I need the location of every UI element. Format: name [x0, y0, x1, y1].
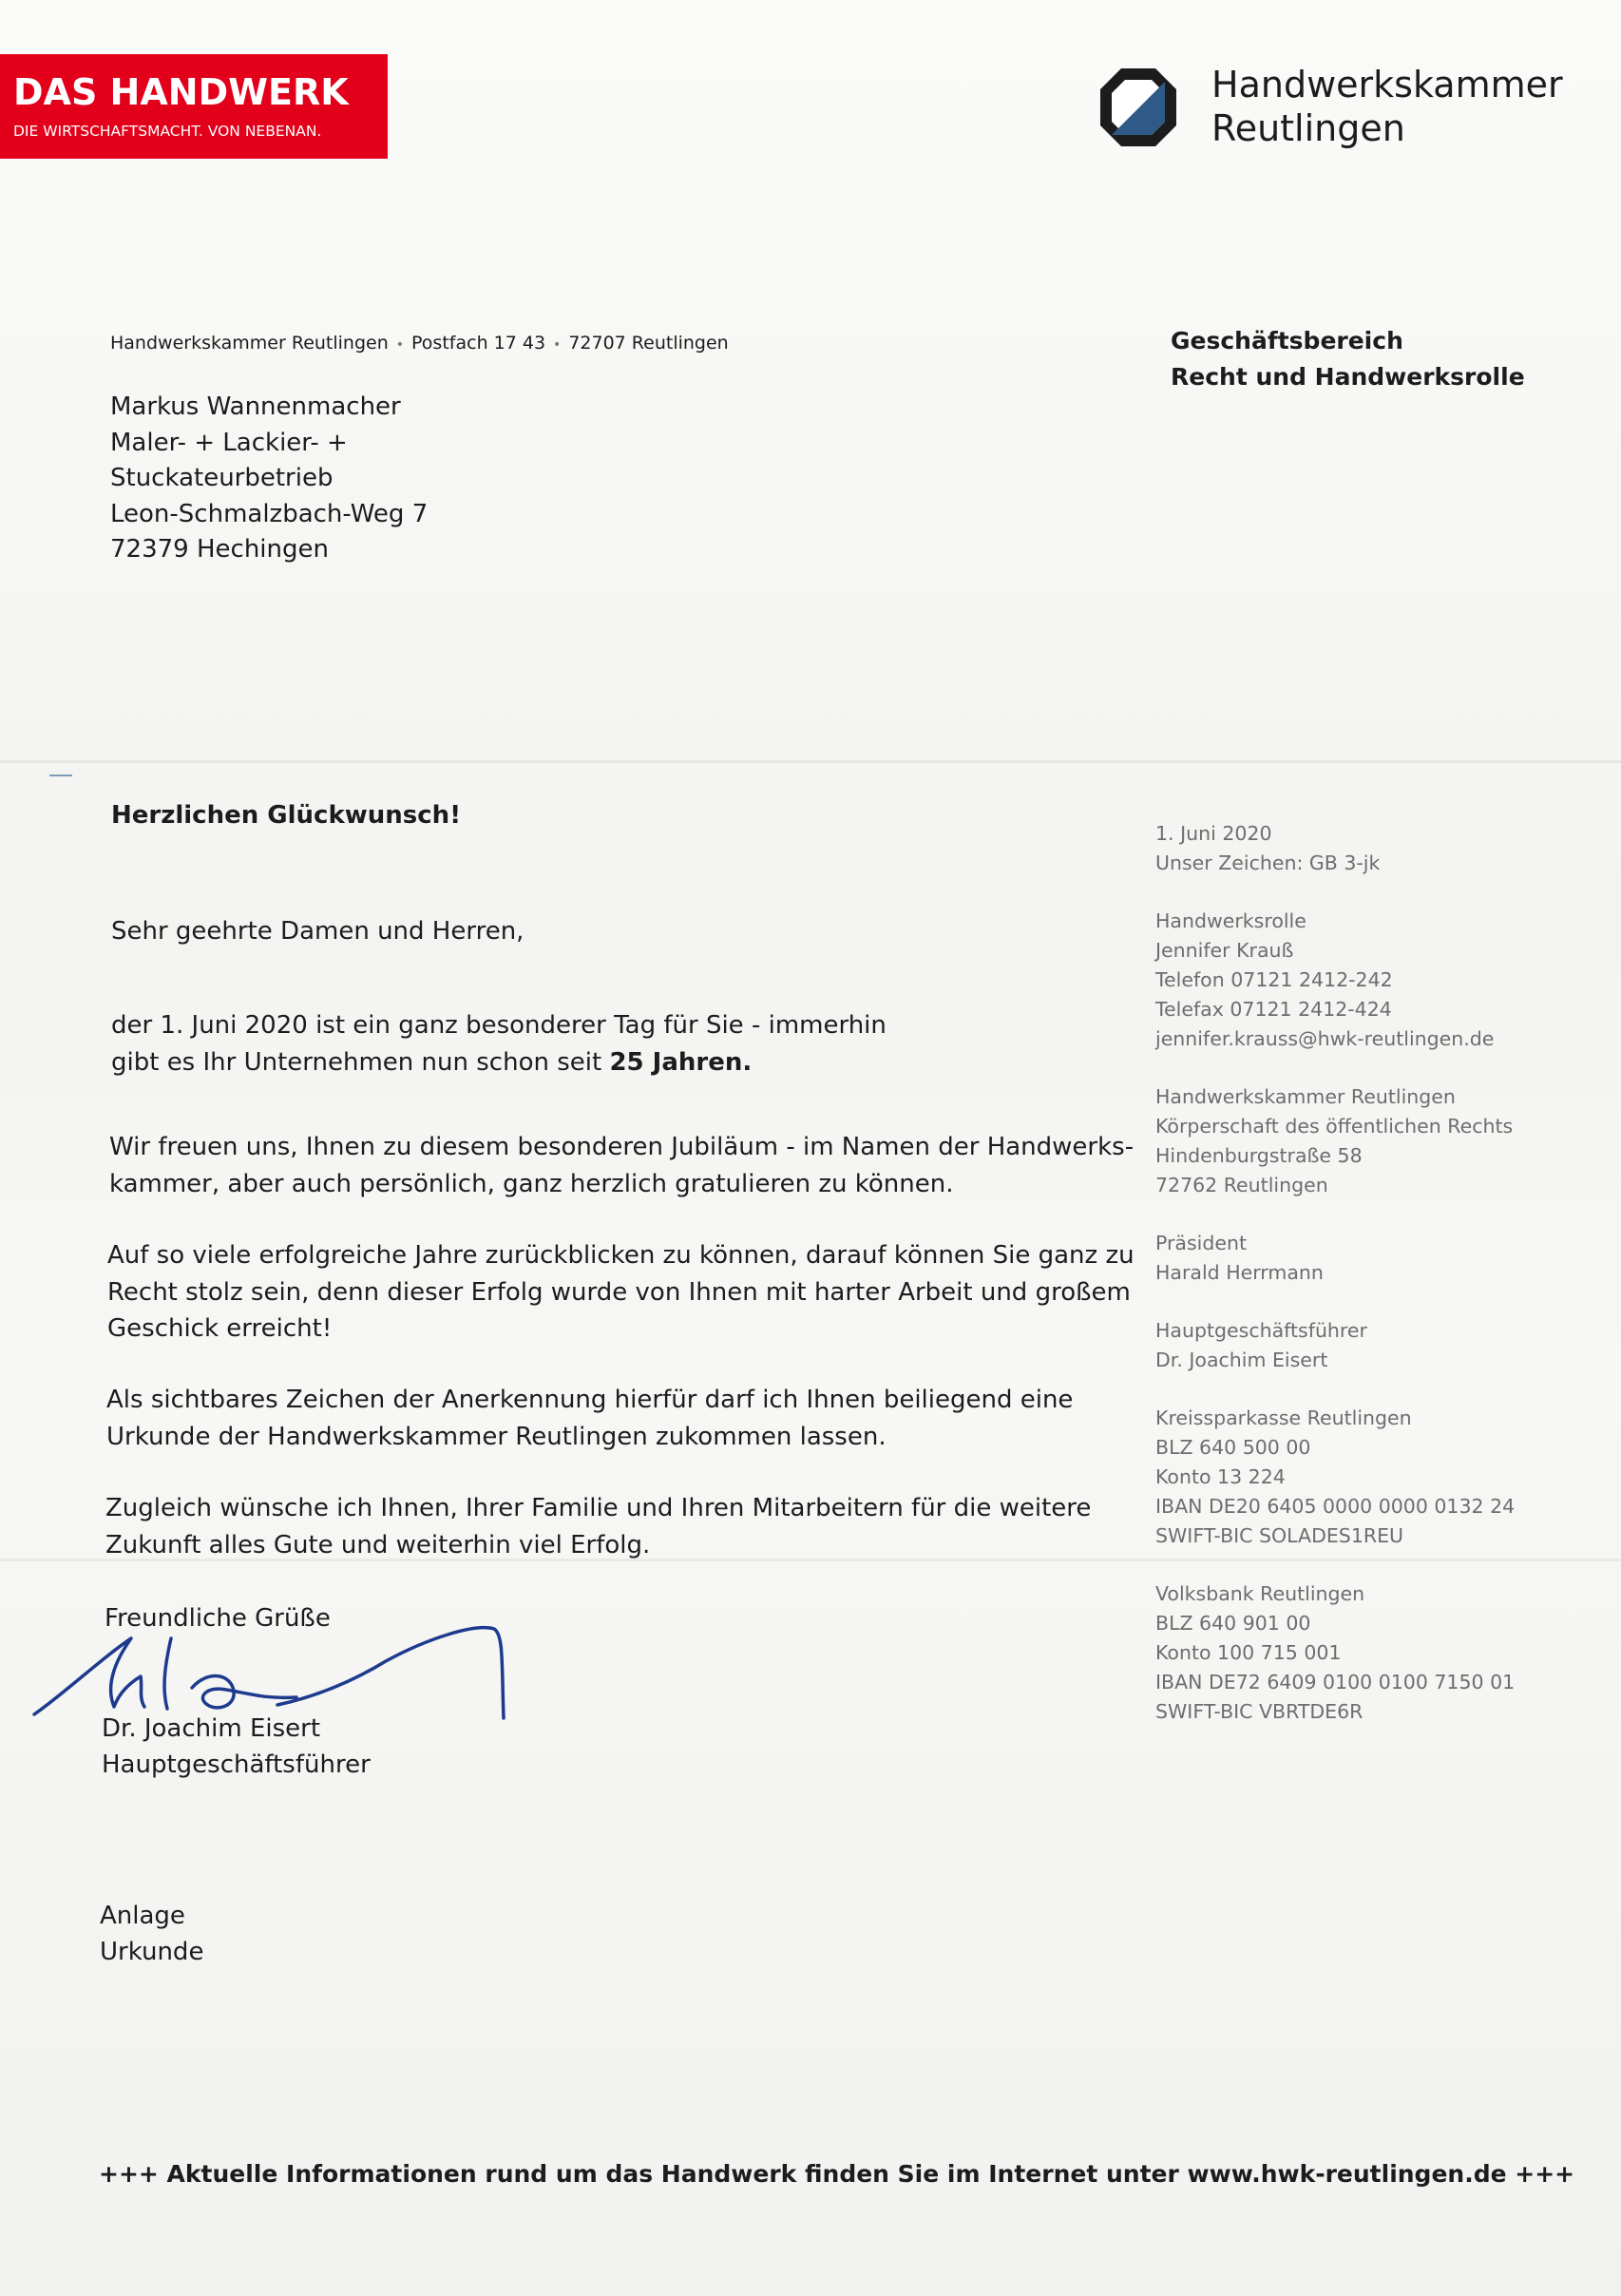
org-line: 72762 Reutlingen — [1155, 1174, 1328, 1196]
contact-person: Jennifer Krauß — [1155, 939, 1294, 962]
chamber-logo-text — [1211, 63, 1563, 150]
chamber-logo-line1: Handwerkskammer — [1211, 64, 1563, 105]
bank-line: Volksbank Reutlingen — [1155, 1582, 1365, 1605]
letter-paragraph-5 — [105, 1490, 1091, 1563]
paragraph-text: gibt es Ihr Unternehmen nun schon seit — [111, 1047, 610, 1077]
contact-email: jennifer.krauss@hwk-reutlingen.de — [1155, 1027, 1495, 1050]
paragraph-line — [111, 1044, 887, 1081]
address-line: Markus Wannenmacher — [110, 392, 401, 421]
letter-closing: Freundliche Grüße — [105, 1604, 331, 1633]
director-name: Dr. Joachim Eisert — [1155, 1349, 1328, 1371]
sender-separator: • — [553, 337, 562, 353]
address-line: Leon-Schmalzbach-Weg 7 — [110, 499, 429, 528]
contact-department: Handwerksrolle — [1155, 909, 1306, 932]
division-heading — [1171, 323, 1525, 395]
letter-salutation: Sehr geehrte Damen und Herren, — [111, 917, 524, 946]
enclosure-item: Urkunde — [100, 1938, 204, 1966]
brand-badge — [0, 54, 388, 159]
paragraph-line: kammer, aber auch persönlich, ganz herzlich gratulieren zu können. — [109, 1169, 954, 1198]
paragraph-line: Auf so viele erfolgreiche Jahre zurückblicken zu können, darauf können Sie ganz zu — [107, 1241, 1135, 1270]
address-line: 72379 Hechingen — [110, 535, 329, 564]
letter-paragraph-3 — [107, 1237, 1135, 1348]
chamber-logo-line2: Reutlingen — [1211, 107, 1405, 149]
sender-city: 72707 Reutlingen — [568, 333, 729, 354]
sidebar-meta — [1155, 819, 1554, 878]
bank-line: Kreissparkasse Reutlingen — [1155, 1406, 1412, 1429]
enclosure-block — [100, 1898, 203, 1970]
sidebar-organization — [1155, 1082, 1554, 1200]
paragraph-line: Als sichtbares Zeichen der Anerkennung hierfür darf ich Ihnen beiliegend eine — [106, 1386, 1074, 1414]
sidebar-bank-2 — [1155, 1579, 1554, 1727]
president-name: Harald Herrmann — [1155, 1261, 1324, 1284]
enclosure-label: Anlage — [100, 1902, 185, 1930]
president-label: Präsident — [1155, 1232, 1248, 1254]
division-line2: Recht und Handwerksrolle — [1171, 363, 1525, 391]
address-line: Stuckateurbetrieb — [110, 464, 334, 492]
paragraph-line: Wir freuen uns, Ihnen zu diesem besonderen Jubiläum - im Namen der Handwerks- — [109, 1133, 1135, 1161]
fold-mark — [49, 775, 72, 776]
bank-line: SWIFT-BIC VBRTDE6R — [1155, 1700, 1364, 1723]
letter-subject: Herzlichen Glückwunsch! — [111, 801, 462, 830]
letter-paragraph-1 — [111, 1007, 887, 1081]
letter-paragraph-2 — [109, 1129, 1134, 1202]
signer-title: Hauptgeschäftsführer — [102, 1751, 371, 1779]
paragraph-line: Recht stolz sein, denn dieser Erfolg wurde von Ihnen mit harter Arbeit und großem — [107, 1277, 1131, 1307]
sidebar-bank-1 — [1155, 1404, 1554, 1551]
division-line1: Geschäftsbereich — [1171, 327, 1403, 354]
sender-separator: • — [395, 337, 405, 353]
address-line: Maler- + Lackier- + — [110, 428, 348, 457]
paragraph-line: Geschick erreicht! — [107, 1314, 333, 1343]
sender-name: Handwerkskammer Reutlingen — [110, 333, 389, 354]
sender-postbox: Postfach 17 43 — [411, 333, 546, 354]
anniversary-years: 25 Jahren. — [609, 1047, 753, 1077]
bank-line: IBAN DE20 6405 0000 0000 0132 24 — [1155, 1495, 1516, 1518]
paragraph-line: der 1. Juni 2020 ist ein ganz besonderer Tag für Sie - immerhin — [111, 1011, 887, 1040]
bank-line: Konto 100 715 001 — [1155, 1641, 1342, 1664]
reference-code: Unser Zeichen: GB 3-jk — [1155, 851, 1381, 874]
paragraph-line: Zugleich wünsche ich Ihnen, Ihrer Familie und Ihren Mitarbeitern für die weitere — [105, 1494, 1092, 1522]
org-line: Hindenburgstraße 58 — [1155, 1144, 1363, 1167]
director-label: Hauptgeschäftsführer — [1155, 1319, 1367, 1342]
bank-line: IBAN DE72 6409 0100 0100 7150 01 — [1155, 1671, 1516, 1693]
letter-date: 1. Juni 2020 — [1155, 822, 1272, 845]
org-line: Handwerkskammer Reutlingen — [1155, 1085, 1456, 1108]
chamber-logo-icon — [1100, 68, 1176, 146]
info-sidebar — [1155, 819, 1554, 1755]
paragraph-line: Urkunde der Handwerkskammer Reutlingen zukommen lassen. — [106, 1422, 887, 1451]
bank-line: SWIFT-BIC SOLADES1REU — [1155, 1524, 1404, 1547]
signer-block — [102, 1711, 371, 1783]
sender-line — [110, 333, 729, 354]
brand-badge-subtitle: DIE WIRTSCHAFTSMACHT. VON NEBENAN. — [13, 123, 322, 140]
recipient-address — [110, 390, 428, 568]
paper-fold — [0, 760, 1621, 763]
contact-phone: Telefon 07121 2412-242 — [1155, 968, 1393, 991]
contact-fax: Telefax 07121 2412-424 — [1155, 998, 1392, 1021]
signer-name: Dr. Joachim Eisert — [102, 1714, 321, 1743]
sidebar-president — [1155, 1229, 1554, 1288]
bank-line: Konto 13 224 — [1155, 1465, 1286, 1488]
sidebar-managing-director — [1155, 1316, 1554, 1375]
paragraph-line: Zukunft alles Gute und weiterhin viel Erfolg. — [105, 1530, 651, 1559]
letter-paragraph-4 — [106, 1382, 1073, 1455]
bank-line: BLZ 640 500 00 — [1155, 1436, 1311, 1459]
sidebar-contact — [1155, 907, 1554, 1054]
org-line: Körperschaft des öffentlichen Rechts — [1155, 1115, 1514, 1138]
bank-line: BLZ 640 901 00 — [1155, 1612, 1311, 1635]
footer-note: +++ Aktuelle Informationen rund um das Handwerk finden Sie im Internet unter www.hwk-reutlingen.de +++ — [99, 2160, 1575, 2188]
brand-badge-title: DAS HANDWERK — [13, 71, 349, 113]
